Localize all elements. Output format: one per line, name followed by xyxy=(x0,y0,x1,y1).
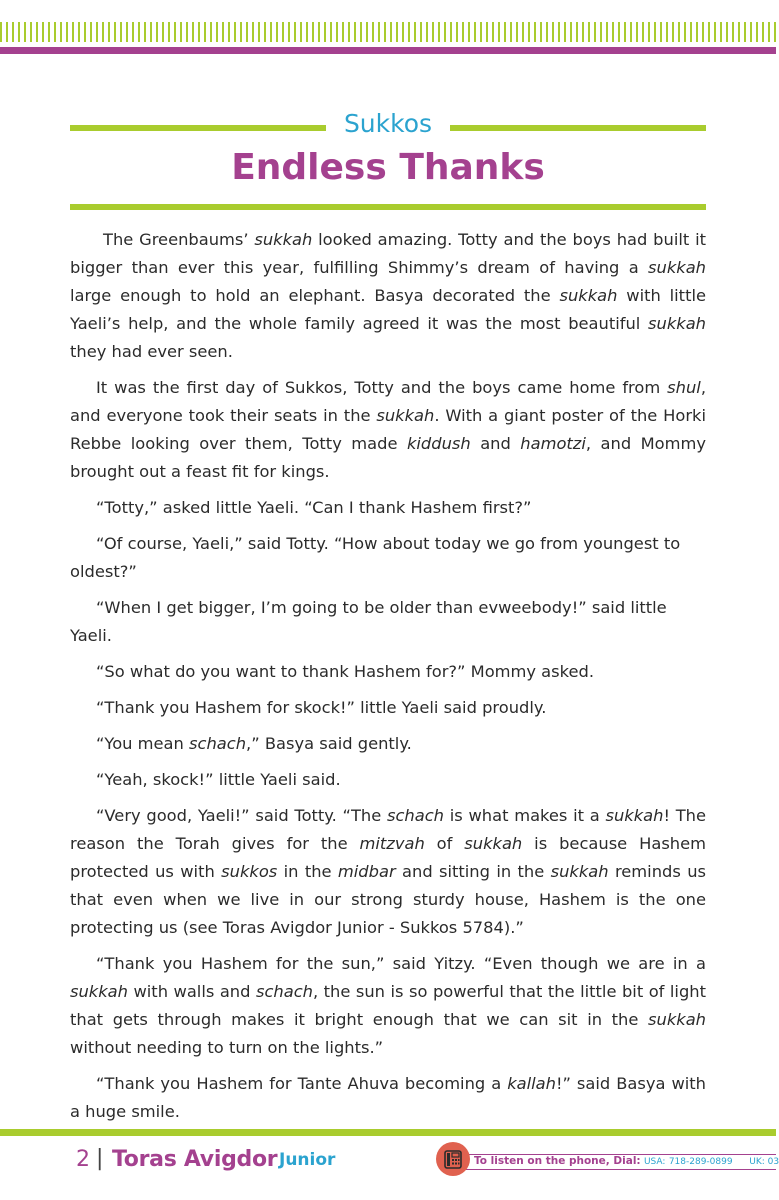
story-paragraph xyxy=(70,494,706,522)
text-run: is because Hashem protected us with xyxy=(70,834,707,881)
text-run: “Thank you Hashem for skock!” little Yaeli said proudly. xyxy=(96,698,547,717)
text-run: “So what do you want to thank Hashem for?” Mommy asked. xyxy=(96,662,595,681)
text-run: , the sun is so powerful that the little bit of light that gets through makes it bright enough that we can sit in the xyxy=(70,982,706,1029)
phone-info-text xyxy=(474,1153,779,1170)
story-paragraph xyxy=(70,802,706,942)
story-paragraph xyxy=(70,730,706,758)
italic-term: sukkah xyxy=(70,982,128,1001)
italic-term: kiddush xyxy=(406,434,471,453)
text-run: , and Mommy brought out a feast fit for kings. xyxy=(70,434,706,481)
category-label: Sukkos xyxy=(343,109,433,138)
text-run: “Very good, Yaeli!” said Totty. “The xyxy=(96,806,387,825)
story-paragraph xyxy=(70,1070,706,1126)
article-header xyxy=(70,108,706,210)
phone-icon xyxy=(436,1142,470,1176)
footer-separator: | xyxy=(96,1146,104,1171)
title-underline xyxy=(70,204,706,210)
text-run: “Yeah, skock!” little Yaeli said. xyxy=(96,770,341,789)
text-run: they had ever seen. xyxy=(70,342,233,361)
text-run: and xyxy=(470,434,521,453)
italic-term: schach xyxy=(386,806,444,825)
story-body xyxy=(70,226,706,1134)
italic-term: sukkah xyxy=(559,286,618,305)
text-run: “Thank you Hashem for the sun,” said Yitzy. “Even though we are in a xyxy=(96,954,706,973)
italic-term: hamotzi xyxy=(520,434,586,453)
text-run: in the xyxy=(277,862,338,881)
italic-term: kallah xyxy=(507,1074,556,1093)
text-run: “Totty,” asked little Yaeli. “Can I thank Hashem first?” xyxy=(96,498,532,517)
text-run: large enough to hold an elephant. Basya decorated the xyxy=(70,286,560,305)
text-run: with walls and xyxy=(127,982,256,1001)
brand-name: Toras Avigdor xyxy=(112,1147,278,1172)
text-run: “Thank you Hashem for Tante Ahuva becoming a xyxy=(96,1074,508,1093)
story-paragraph xyxy=(70,374,706,486)
top-tick-strip xyxy=(0,22,776,42)
story-paragraph xyxy=(70,226,706,366)
story-paragraph xyxy=(70,530,706,586)
text-run: The Greenbaums’ xyxy=(103,230,255,249)
italic-term: schach xyxy=(255,982,313,1001)
text-run: with little Yaeli’s help, and the whole family agreed it was the most beautiful xyxy=(70,286,706,333)
story-paragraph xyxy=(70,594,706,650)
text-run: It was the first day of Sukkos, Totty and the boys came home from xyxy=(96,378,668,397)
story-paragraph xyxy=(70,658,706,686)
usa-number[interactable]: 718-289-0899 xyxy=(668,1157,733,1167)
italic-term: sukkah xyxy=(648,314,706,333)
text-run: “You mean xyxy=(96,734,190,753)
italic-term: sukkah xyxy=(648,258,706,277)
italic-term: shul xyxy=(667,378,701,397)
text-run: of xyxy=(424,834,465,853)
italic-term: sukkah xyxy=(605,806,664,825)
text-run: “Of course, Yaeli,” said Totty. “How about today we go from youngest to oldest?” xyxy=(70,534,681,581)
text-run: without needing to turn on the lights.” xyxy=(70,1038,384,1057)
top-purple-bar xyxy=(0,47,776,54)
story-paragraph xyxy=(70,950,706,1062)
italic-term: midbar xyxy=(337,862,396,881)
story-paragraph xyxy=(70,766,706,794)
category-row xyxy=(70,108,706,140)
italic-term: sukkah xyxy=(648,1010,706,1029)
page-title: Endless Thanks xyxy=(231,147,545,188)
text-run: “When I get bigger, I’m going to be older than evweebody!” said little Yaeli. xyxy=(70,598,667,645)
text-run: , and everyone took their seats in the xyxy=(70,378,706,425)
text-run: !” said Basya with a huge smile. xyxy=(70,1074,707,1121)
text-run: is what makes it a xyxy=(444,806,606,825)
italic-term: sukkah xyxy=(376,406,435,425)
text-run: ,” Basya said gently. xyxy=(246,734,412,753)
italic-term: mitzvah xyxy=(359,834,425,853)
page-footer xyxy=(0,1140,779,1180)
story-paragraph xyxy=(70,694,706,722)
page-number: 2 xyxy=(76,1147,90,1172)
usa-label: USA: xyxy=(643,1157,666,1167)
bottom-green-bar xyxy=(0,1129,776,1136)
italic-term: sukkah xyxy=(550,862,609,881)
phone-label: To listen on the phone, Dial: xyxy=(474,1155,641,1167)
italic-term: schach xyxy=(189,734,247,753)
italic-term: sukkah xyxy=(464,834,523,853)
text-run: reminds us that even when we live in our strong sturdy house, Hashem is the one protecting us (see Toras Avigdor Junior - Sukkos 5784).” xyxy=(70,862,706,937)
uk-label[interactable]: UK: 03 xyxy=(749,1157,779,1167)
text-run: looked amazing. Totty and the boys had built it bigger than ever this year, fulfilling Shimmy’s dream of having a xyxy=(70,230,706,277)
text-run: ! The reason the Torah gives for the xyxy=(70,806,707,853)
text-run: and sitting in the xyxy=(395,862,551,881)
text-run: . With a giant poster of the Horki Rebbe looking over them, Totty made xyxy=(70,406,706,453)
italic-term: sukkos xyxy=(221,862,278,881)
brand-subtitle: Junior xyxy=(279,1150,336,1170)
italic-term: sukkah xyxy=(254,230,313,249)
